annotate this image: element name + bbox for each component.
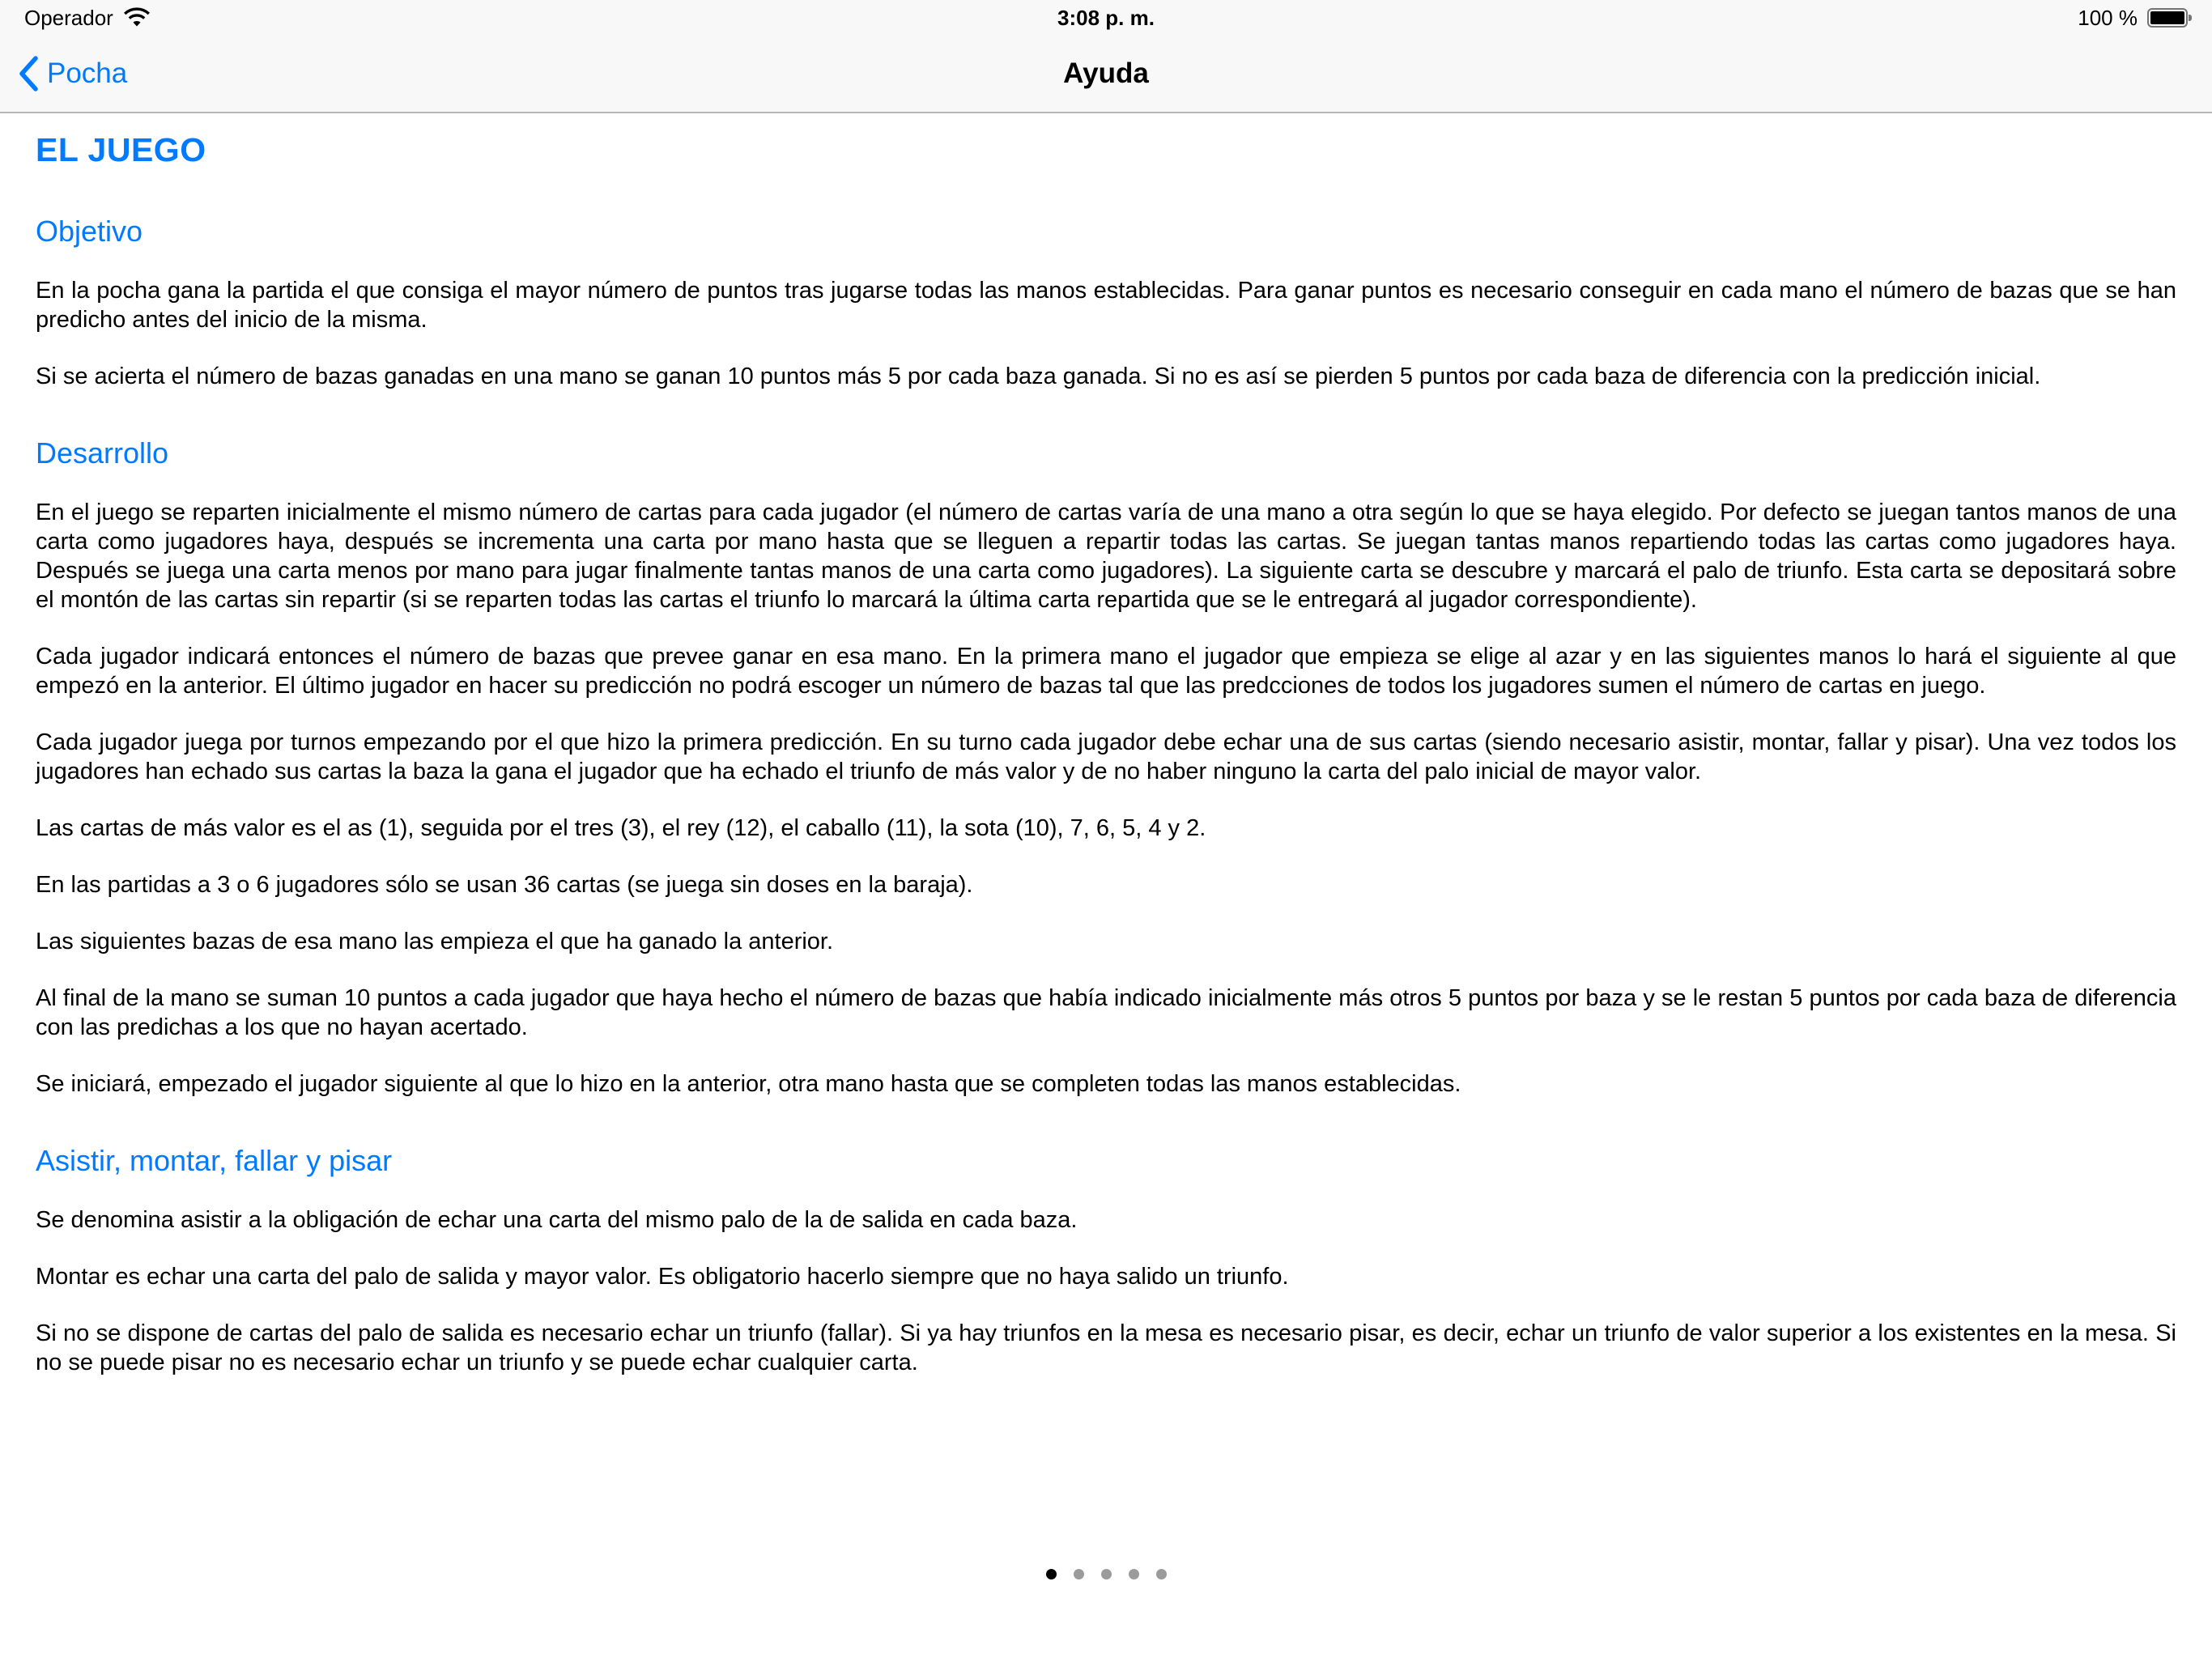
page-dot[interactable] — [1101, 1569, 1112, 1579]
paragraph: Se denomina asistir a la obligación de echar una carta del mismo palo de la de salida en cada baza. — [36, 1207, 1078, 1233]
document-title: EL JUEGO — [36, 131, 206, 168]
page-title: Ayuda — [1063, 57, 1149, 89]
paragraph: En las partidas a 3 o 6 jugadores sólo se usan 36 cartas (se juega sin doses en la baraja). — [36, 872, 973, 898]
back-button-label: Pocha — [47, 57, 128, 89]
paragraph: Si no se dispone de cartas del palo de salida es necesario echar un triunfo (fallar). Si ya hay triunfos en la mesa es necesario pisar, es decir, echar un triunfo de valor superior a los existentes en la mesa. Si no se puede pisar no es necesario echar un triunfo y se puede echar cualquier carta. — [36, 1320, 2176, 1375]
section-heading-objetivo: Objetivo — [36, 215, 143, 248]
paragraph: Al final de la mano se suman 10 puntos a cada jugador que haya hecho el número de bazas que había indicado inicialmente más otros 5 puntos por baza y se le restan 5 puntos por cada baza de diferencia con las predichas a los que no hayan acertado. — [36, 985, 2176, 1040]
back-chevron-icon — [18, 55, 39, 92]
paragraph: Cada jugador juega por turnos empezando por el que hizo la primera predicción. En su turno cada jugador debe echar una de sus cartas (siendo necesario asistir, montar, fallar y pisar). Una vez todos los jugadores han echado sus cartas la baza la gana el jugador que ha echado el triunfo de más valor y de no haber ninguno la carta del palo inicial de mayor valor. — [36, 729, 2176, 784]
page-dot[interactable] — [1074, 1569, 1084, 1579]
battery-icon — [2147, 8, 2188, 28]
page-dot[interactable] — [1156, 1569, 1167, 1579]
paragraph: Cada jugador indicará entonces el número de bazas que prevee ganar en esa mano. En la primera mano el jugador que empieza se elige al azar y en las siguientes manos lo hará el siguiente al que empezó en la anterior. El último jugador en hacer su predicción no podrá escoger un número de bazas tal que las predcciones de todos los jugadores sumen el número de cartas en juego. — [36, 644, 2176, 699]
page-dot[interactable] — [1129, 1569, 1139, 1579]
carrier-label: Operador — [24, 5, 113, 30]
page-control — [0, 1569, 2212, 1579]
help-text-scroll-area[interactable] — [0, 113, 2212, 1658]
section-heading-desarrollo: Desarrollo — [36, 436, 169, 470]
clock: 3:08 p. m. — [1057, 5, 1155, 30]
paragraph: Las cartas de más valor es el as (1), seguida por el tres (3), el rey (12), el caballo (11), la sota (10), 7, 6, 5, 4 y 2. — [36, 815, 1206, 841]
paragraph: Se iniciará, empezado el jugador siguiente al que lo hizo en la anterior, otra mano hasta que se completen todas las manos establecidas. — [36, 1071, 1461, 1097]
paragraph: Montar es echar una carta del palo de salida y mayor valor. Es obligatorio hacerlo siempre que no haya salido un triunfo. — [36, 1264, 1289, 1290]
wifi-icon — [123, 7, 151, 28]
navigation-bar — [0, 36, 2212, 113]
back-button[interactable] — [18, 36, 127, 112]
paragraph: En la pocha gana la partida el que consiga el mayor número de puntos tras jugarse todas las manos establecidas. Para ganar puntos es necesario conseguir en cada mano el número de bazas que se han predicho antes del inicio de la misma. — [36, 278, 2176, 333]
status-bar — [0, 0, 2212, 36]
paragraph: Las siguientes bazas de esa mano las empieza el que ha ganado la anterior. — [36, 929, 834, 954]
paragraph: En el juego se reparten inicialmente el mismo número de cartas para cada jugador (el número de cartas varía de una mano a otra según lo que se haya elegido. Por defecto se juegan tantos manos de una carta como jugadores haya, después se incrementa una carta por mano hasta que se lleguen a repartir todas las cartas. Se juegan tantas manos repartiendo todas las cartas como jugadores haya. Después se juega una carta menos por mano para jugar finalmente tantas manos de una carta como jugadores). La siguiente carta se descubre y marcará el palo de triunfo. Esta carta se depositará sobre el montón de las cartas sin repartir (si se reparten todas las cartas el triunfo lo marcará la última carta repartida que se le entregará al jugador correspondiente). — [36, 500, 2176, 613]
section-heading-asistir: Asistir, montar, fallar y pisar — [36, 1144, 393, 1177]
page-dot[interactable] — [1046, 1569, 1057, 1579]
paragraph: Si se acierta el número de bazas ganadas en una mano se ganan 10 puntos más 5 por cada baza ganada. Si no es así se pierden 5 puntos por cada baza de diferencia con la predicción inicial. — [36, 363, 2041, 389]
battery-percent-label: 100 % — [2078, 5, 2138, 30]
